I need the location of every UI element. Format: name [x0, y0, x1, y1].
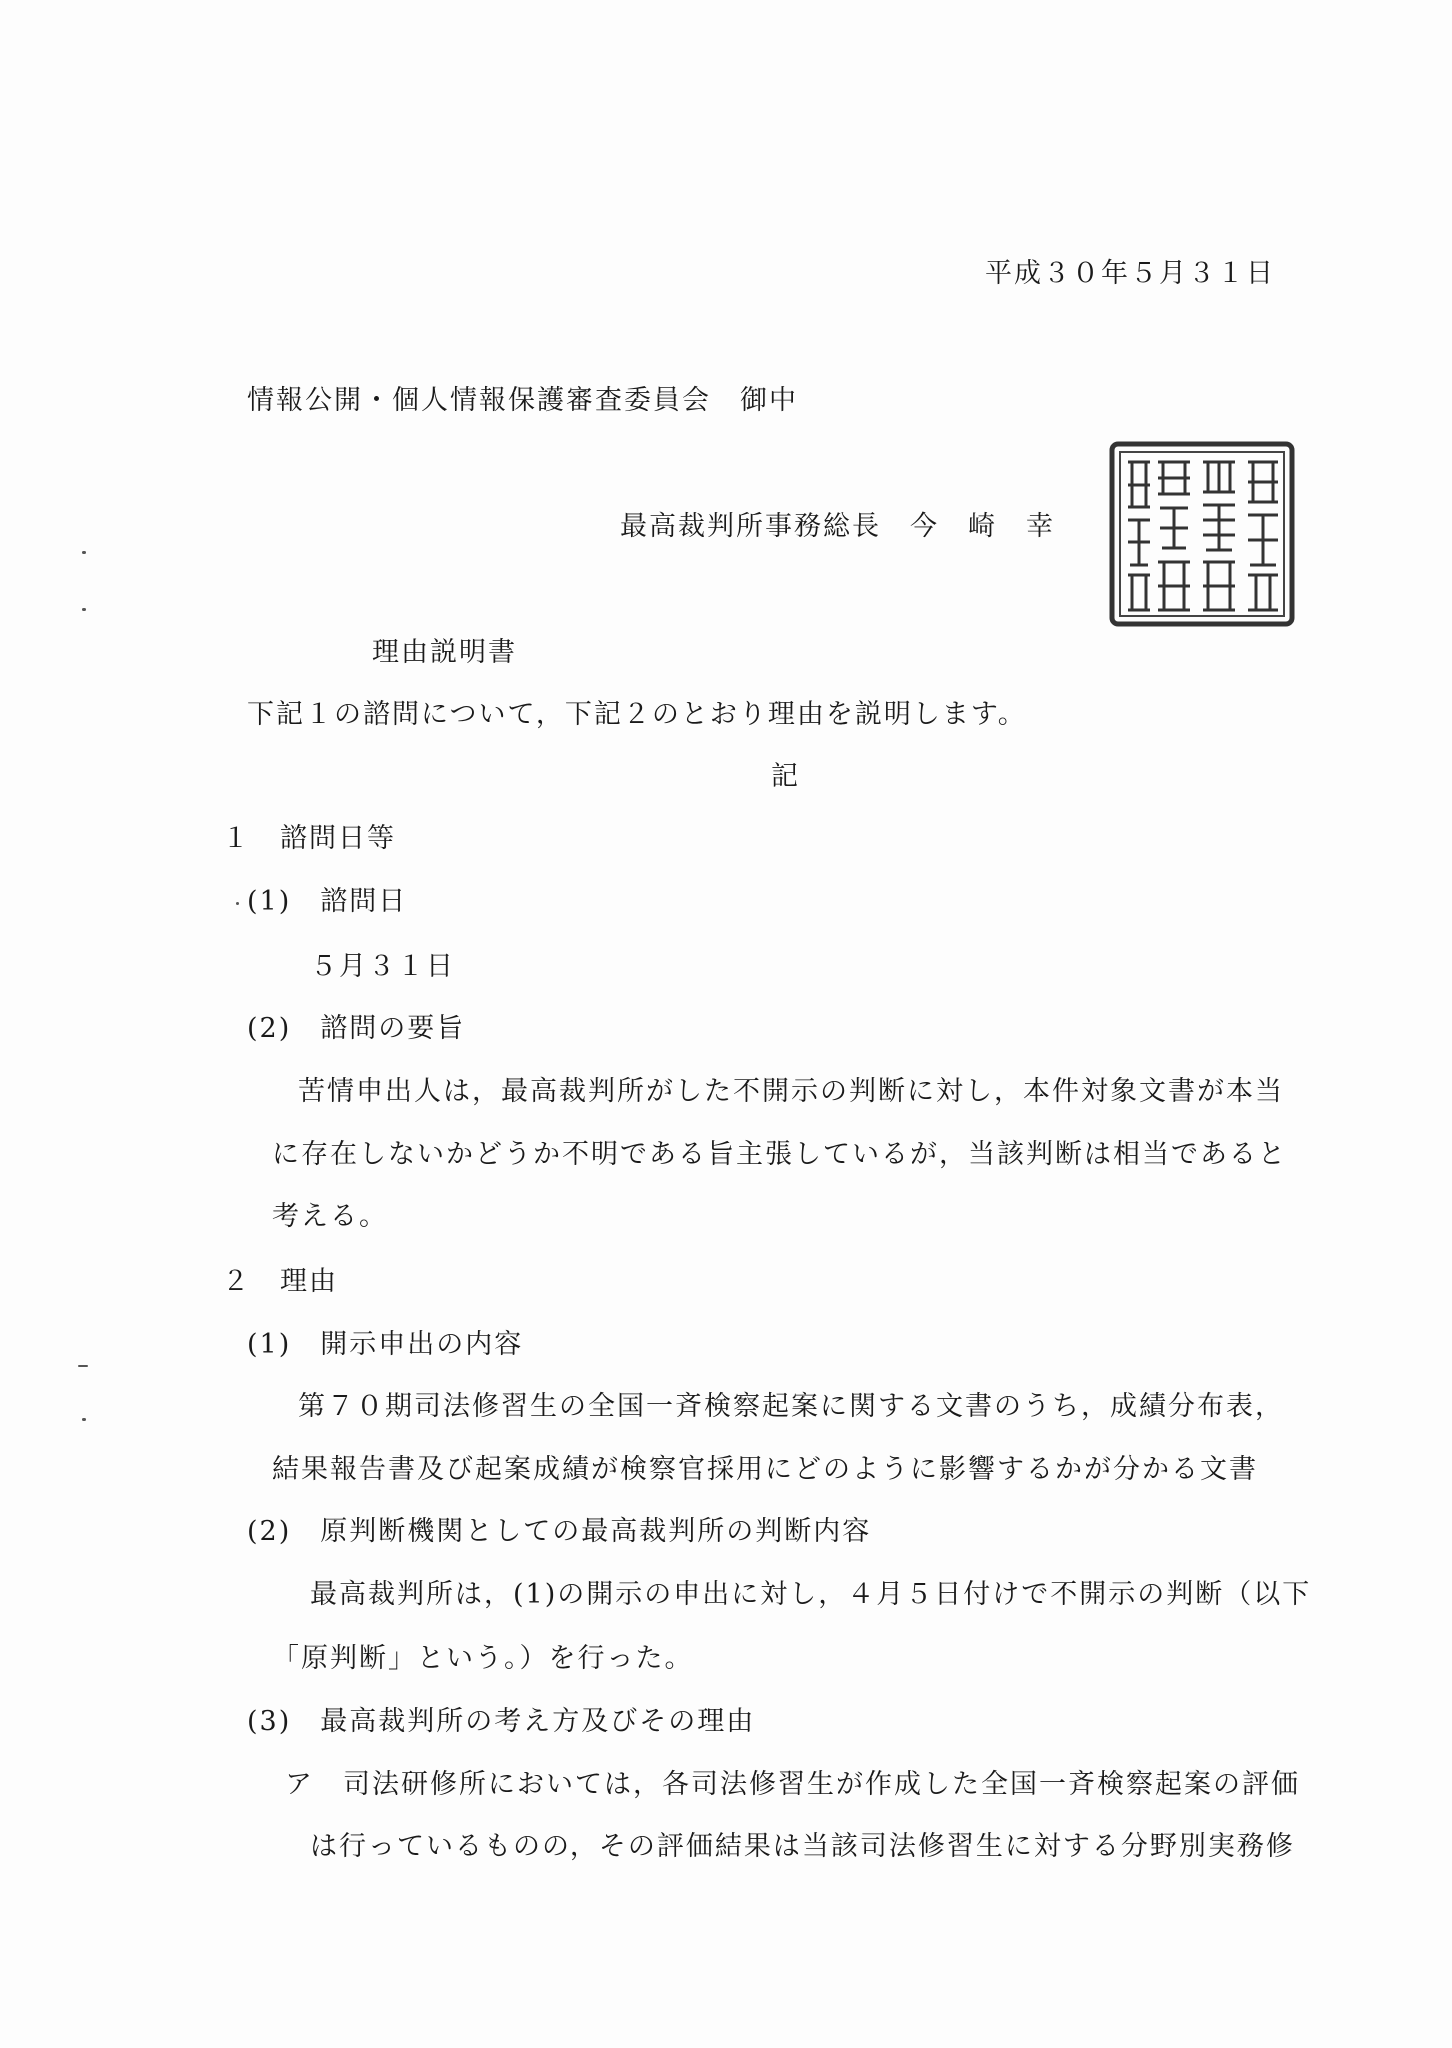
section-2-1-line: 第７０期司法修習生の全国一斉検察起案に関する文書のうち，成績分布表， [298, 1391, 1284, 1422]
section-1-2-line: 考える。 [272, 1201, 388, 1232]
intro-text: 下記１の諮問について，下記２のとおり理由を説明します。 [247, 699, 1027, 730]
section-1-2-heading: (2) 諮問の要旨 [247, 1013, 466, 1044]
scan-speck [82, 608, 86, 611]
section-1-1-text: ５月３１日 [310, 951, 455, 982]
document-title: 理由説明書 [372, 637, 517, 668]
sender-name: 最高裁判所事務総長 今 崎 幸 [620, 511, 1055, 542]
section-2-2-line: 「原判断」という。）を行った。 [272, 1643, 694, 1674]
section-2-heading: ２ 理由 [222, 1266, 338, 1297]
section-1-1-heading: (1) 諮問日 [247, 886, 408, 917]
scan-speck [236, 902, 239, 905]
scan-speck [82, 1418, 86, 1421]
section-2-2-line: 最高裁判所は，(1)の開示の申出に対し，４月５日付けで不開示の判断（以下 [310, 1579, 1312, 1610]
section-2-3-line: は行っているものの，その評価結果は当該司法修習生に対する分野別実務修 [310, 1831, 1295, 1862]
section-2-1-line: 結果報告書及び起案成績が検察官採用にどのように影響するかが分かる文書 [272, 1454, 1258, 1485]
ki-marker: 記 [771, 761, 800, 792]
scan-speck [78, 1365, 88, 1367]
section-2-1-heading: (1) 開示申出の内容 [247, 1329, 524, 1360]
document-date: 平成３０年５月３１日 [985, 258, 1275, 289]
section-1-heading: １ 諮問日等 [222, 823, 396, 854]
section-2-2-heading: (2) 原判断機関としての最高裁判所の判断内容 [247, 1516, 872, 1547]
addressee: 情報公開・個人情報保護審査委員会 御中 [247, 385, 798, 416]
section-1-2-line: に存在しないかどうか不明である旨主張しているが，当該判断は相当であると [272, 1139, 1287, 1170]
section-2-3-line: ア 司法研修所においては，各司法修習生が作成した全国一斉検察起案の評価 [285, 1769, 1300, 1800]
section-2-3-heading: (3) 最高裁判所の考え方及びその理由 [247, 1706, 756, 1737]
scan-speck [82, 551, 86, 554]
official-seal [1108, 440, 1296, 628]
section-1-2-line: 苦情申出人は，最高裁判所がした不開示の判断に対し，本件対象文書が本当 [298, 1076, 1284, 1107]
